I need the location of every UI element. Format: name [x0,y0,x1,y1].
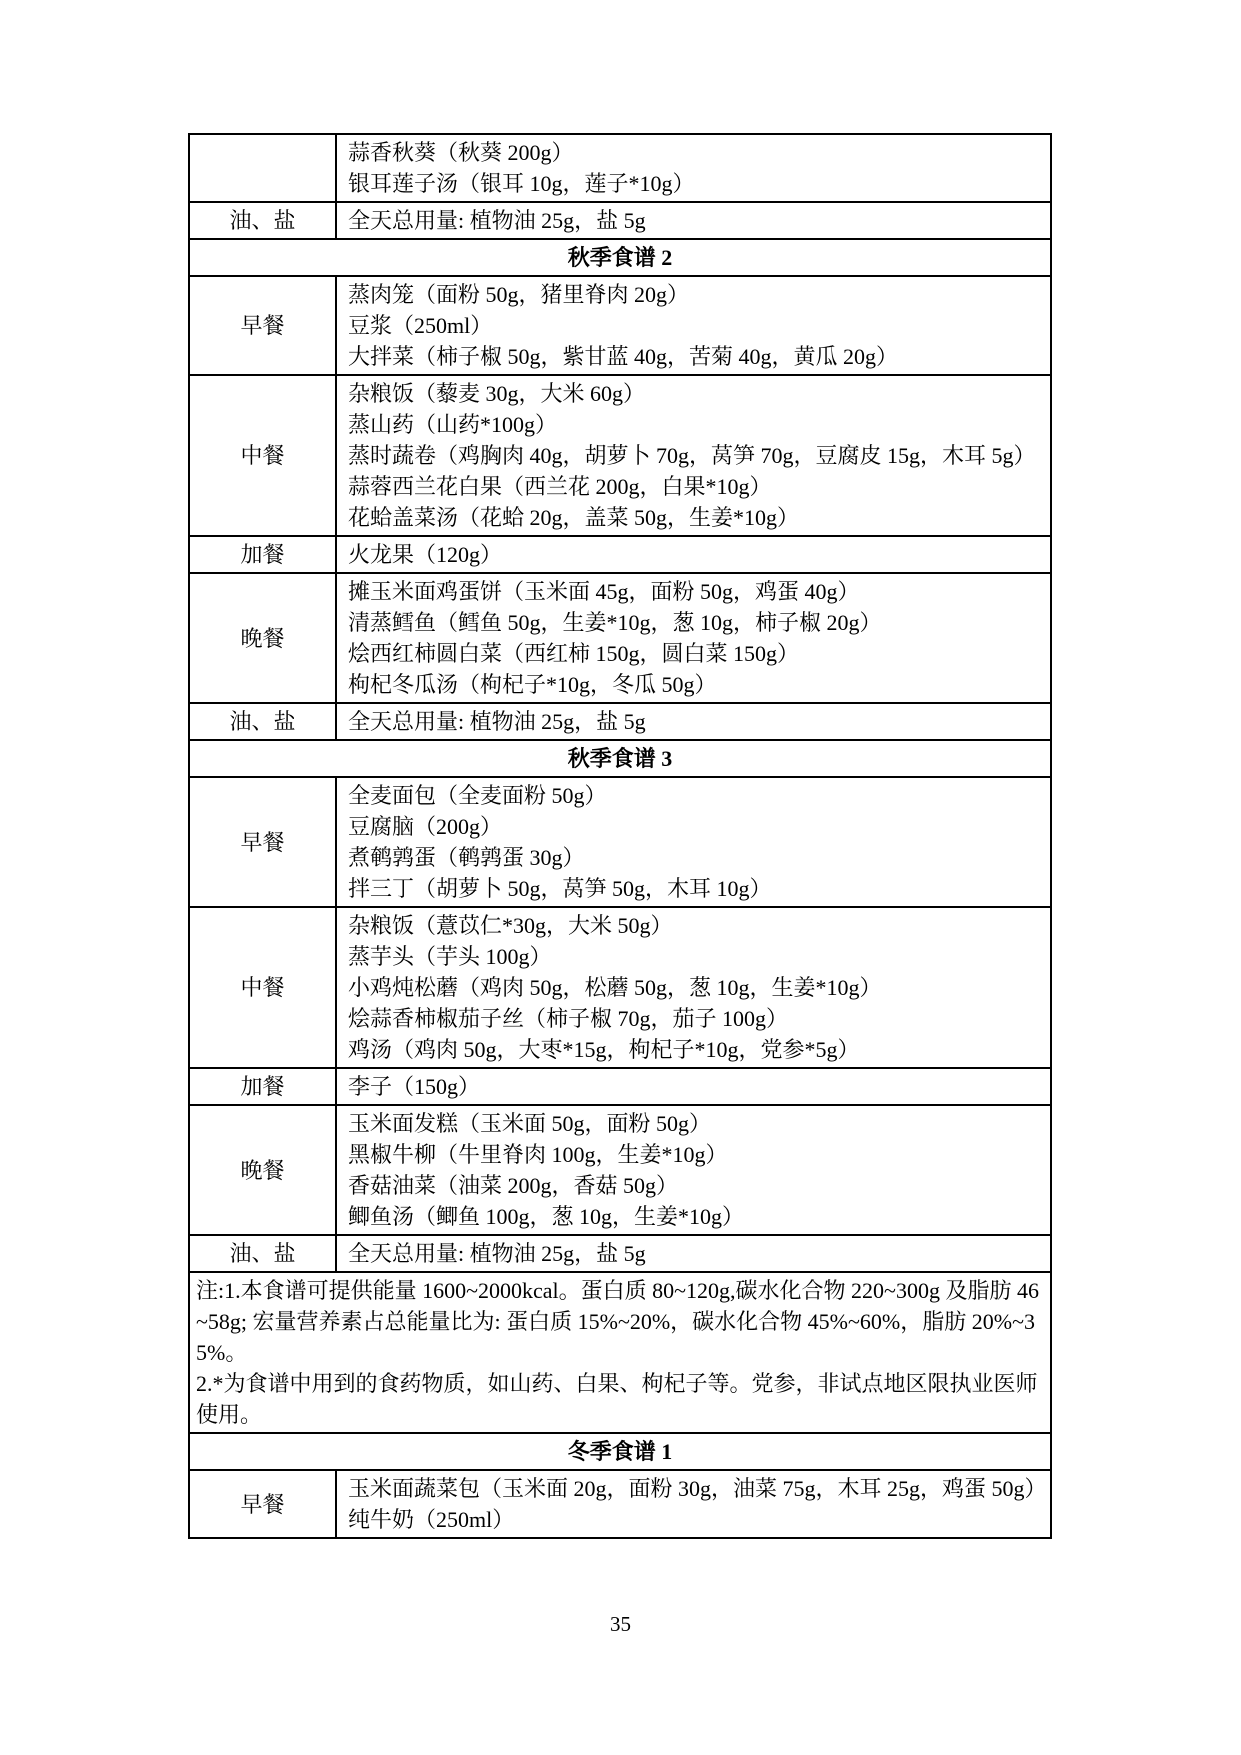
meal-plan-table [188,133,1052,1539]
dish-line: 全天总用量: 植物油 25g，盐 5g [348,709,646,734]
dish-line: 蒸肉笼（面粉 50g，猪里脊肉 20g） [348,282,690,307]
dish-line: 玉米面发糕（玉米面 50g，面粉 50g） [348,1111,712,1136]
dish-line: 摊玉米面鸡蛋饼（玉米面 45g，面粉 50g，鸡蛋 40g） [348,579,860,604]
section-title: 冬季食谱 1 [189,1433,1051,1470]
dish-line: 银耳莲子汤（银耳 10g，莲子*10g） [348,171,695,196]
meal-row [189,1105,1051,1235]
meal-dishes [336,1068,1051,1105]
dish-line: 大拌菜（柿子椒 50g，紫甘蓝 40g，苦菊 40g，黄瓜 20g） [348,344,899,369]
meal-label: 油、盐 [189,202,336,239]
meal-dishes [336,134,1051,202]
dish-line: 烩西红柿圆白菜（西红柿 150g，圆白菜 150g） [348,641,800,666]
meal-row [189,703,1051,740]
meal-dishes [336,1235,1051,1272]
dish-line: 玉米面蔬菜包（玉米面 20g，面粉 30g，油菜 75g，木耳 25g，鸡蛋 50g） [348,1476,1047,1501]
dish-line: 煮鹌鹑蛋（鹌鹑蛋 30g） [348,845,585,870]
dish-line: 鲫鱼汤（鲫鱼 100g，葱 10g，生姜*10g） [348,1204,745,1229]
meal-label: 晚餐 [189,573,336,703]
note-line: 2.*为食谱中用到的食药物质，如山药、白果、枸杞子等。党参，非试点地区限执业医师使用。 [196,1371,1038,1427]
meal-label: 早餐 [189,1470,336,1538]
meal-row [189,375,1051,536]
meal-dishes [336,703,1051,740]
dish-line: 蒸山药（山药*100g） [348,412,558,437]
dish-line: 小鸡炖松蘑（鸡肉 50g，松蘑 50g，葱 10g，生姜*10g） [348,975,882,1000]
dish-line: 蒸芋头（芋头 100g） [348,944,552,969]
meal-label: 晚餐 [189,1105,336,1235]
dish-line: 蒜香秋葵（秋葵 200g） [348,140,574,165]
meal-dishes [336,536,1051,573]
dish-line: 花蛤盖菜汤（花蛤 20g，盖菜 50g，生姜*10g） [348,505,800,530]
meal-row [189,536,1051,573]
dish-line: 香菇油菜（油菜 200g，香菇 50g） [348,1173,679,1198]
dish-line: 全麦面包（全麦面粉 50g） [348,783,607,808]
meal-label: 早餐 [189,777,336,907]
dish-line: 纯牛奶（250ml） [348,1507,515,1532]
dish-line: 黑椒牛柳（牛里脊肉 100g，生姜*10g） [348,1142,728,1167]
meal-label [189,134,336,202]
meal-row [189,276,1051,375]
meal-row [189,907,1051,1068]
note-line: 注:1.本食谱可提供能量 1600~2000kcal。蛋白质 80~120g,碳水化合物 220~300g 及脂肪 46~58g; 宏量营养素占总能量比为: 蛋白质 15%~20%，碳水化合物 45%~60%，脂肪 20%~35%。 [196,1278,1039,1365]
section-header-row [189,239,1051,276]
meal-row [189,573,1051,703]
section-header-row [189,1433,1051,1470]
meal-row [189,777,1051,907]
dish-line: 全天总用量: 植物油 25g，盐 5g [348,1241,646,1266]
meal-label: 早餐 [189,276,336,375]
section-header-row [189,740,1051,777]
dish-line: 杂粮饭（藜麦 30g，大米 60g） [348,381,646,406]
dish-line: 杂粮饭（薏苡仁*30g，大米 50g） [348,913,673,938]
note-row [189,1272,1051,1433]
meal-dishes [336,375,1051,536]
dish-line: 火龙果（120g） [348,542,503,567]
meal-row [189,134,1051,202]
meal-label: 油、盐 [189,1235,336,1272]
dish-line: 清蒸鳕鱼（鳕鱼 50g，生姜*10g，葱 10g，柿子椒 20g） [348,610,882,635]
page-number: 35 [610,1612,631,1636]
dish-line: 豆腐脑（200g） [348,814,503,839]
dish-line: 鸡汤（鸡肉 50g，大枣*15g，枸杞子*10g，党参*5g） [348,1037,860,1062]
note-text [189,1272,1051,1433]
dish-line: 蒜蓉西兰花白果（西兰花 200g，白果*10g） [348,474,772,499]
dish-line: 枸杞冬瓜汤（枸杞子*10g，冬瓜 50g） [348,672,717,697]
meal-dishes [336,907,1051,1068]
dish-line: 李子（150g） [348,1074,481,1099]
meal-dishes [336,202,1051,239]
dish-line: 豆浆（250ml） [348,313,493,338]
meal-label: 中餐 [189,375,336,536]
meal-row [189,1068,1051,1105]
dish-line: 拌三丁（胡萝卜 50g，莴笋 50g，木耳 10g） [348,876,772,901]
meal-dishes [336,276,1051,375]
meal-dishes [336,777,1051,907]
meal-row [189,1470,1051,1538]
meal-dishes [336,1105,1051,1235]
meal-label: 中餐 [189,907,336,1068]
meal-row [189,202,1051,239]
meal-dishes [336,1470,1051,1538]
dish-line: 全天总用量: 植物油 25g，盐 5g [348,208,646,233]
meal-label: 加餐 [189,1068,336,1105]
section-title: 秋季食谱 2 [189,239,1051,276]
meal-label: 加餐 [189,536,336,573]
dish-line: 蒸时蔬卷（鸡胸肉 40g，胡萝卜 70g，莴笋 70g，豆腐皮 15g，木耳 5g） [348,443,1036,468]
meal-row [189,1235,1051,1272]
section-title: 秋季食谱 3 [189,740,1051,777]
dish-line: 烩蒜香柿椒茄子丝（柿子椒 70g，茄子 100g） [348,1006,789,1031]
meal-label: 油、盐 [189,703,336,740]
meal-dishes [336,573,1051,703]
